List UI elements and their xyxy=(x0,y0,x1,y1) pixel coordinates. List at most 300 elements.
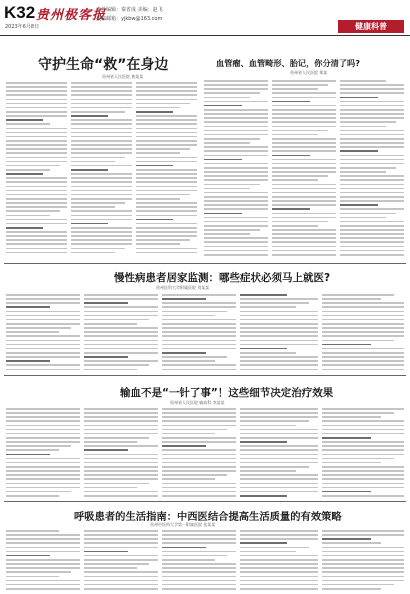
text-line xyxy=(340,217,386,219)
text-line xyxy=(322,551,404,553)
text-line xyxy=(240,433,318,435)
text-line xyxy=(71,227,132,229)
text-line xyxy=(84,454,158,456)
text-line xyxy=(340,192,404,194)
text-line xyxy=(204,179,268,181)
text-line xyxy=(340,88,404,90)
text-line xyxy=(6,115,67,117)
text-line xyxy=(340,155,404,157)
article-column xyxy=(272,80,336,260)
text-line xyxy=(340,159,404,161)
text-line xyxy=(240,408,318,410)
text-line xyxy=(240,302,309,304)
text-line xyxy=(84,441,137,443)
text-line xyxy=(162,454,236,456)
text-line xyxy=(272,221,328,223)
text-line xyxy=(6,239,67,241)
text-line xyxy=(204,142,250,144)
text-line xyxy=(6,315,80,317)
text-line xyxy=(6,340,80,342)
text-line xyxy=(6,344,80,346)
text-line xyxy=(322,319,404,321)
article-headline: 输血不是“一针了事”！这些细节决定治疗效果 xyxy=(120,387,334,399)
text-line xyxy=(204,213,242,215)
text-line xyxy=(204,167,268,169)
text-line xyxy=(84,551,128,553)
text-line xyxy=(84,445,158,447)
text-line xyxy=(136,231,197,233)
text-line xyxy=(6,542,80,544)
text-line xyxy=(340,109,404,111)
text-line xyxy=(272,80,336,82)
text-line xyxy=(71,107,132,109)
text-line xyxy=(136,107,180,109)
text-line xyxy=(136,206,197,208)
text-line xyxy=(272,88,318,90)
text-line xyxy=(240,555,318,557)
text-line xyxy=(272,150,336,152)
text-line xyxy=(162,445,206,447)
text-line xyxy=(71,169,108,171)
text-line xyxy=(6,243,67,245)
text-line xyxy=(204,101,268,103)
section-divider xyxy=(4,375,406,376)
text-line xyxy=(71,177,132,179)
text-line xyxy=(6,425,80,427)
text-line xyxy=(322,559,404,561)
text-line xyxy=(162,559,215,561)
text-line xyxy=(162,588,236,590)
text-line xyxy=(272,142,336,144)
text-line xyxy=(162,555,227,557)
text-line xyxy=(322,588,381,590)
text-line xyxy=(162,495,236,497)
text-line xyxy=(136,115,197,117)
text-line xyxy=(6,144,67,146)
text-line xyxy=(322,302,404,304)
text-line xyxy=(340,126,386,128)
text-line xyxy=(340,213,396,215)
text-line xyxy=(162,364,236,366)
page-date: 2023年6月8日 xyxy=(5,24,40,30)
text-line xyxy=(340,196,404,198)
text-line xyxy=(322,315,404,317)
text-line xyxy=(84,360,158,362)
text-line xyxy=(84,302,128,304)
text-line xyxy=(84,466,158,468)
text-line xyxy=(71,161,115,163)
text-line xyxy=(162,458,236,460)
text-line xyxy=(162,429,227,431)
text-line xyxy=(136,144,197,146)
text-line xyxy=(272,208,310,210)
text-line xyxy=(322,454,404,456)
text-line xyxy=(240,454,318,456)
text-line xyxy=(136,103,190,105)
text-line xyxy=(272,146,336,148)
text-line xyxy=(322,420,404,422)
text-line xyxy=(240,542,287,544)
text-line xyxy=(240,412,318,414)
text-line xyxy=(6,555,50,557)
text-line xyxy=(6,441,80,443)
text-line xyxy=(71,194,132,196)
text-line xyxy=(272,171,336,173)
text-line xyxy=(322,433,404,435)
text-line xyxy=(340,150,378,152)
text-line xyxy=(6,474,80,476)
text-line xyxy=(322,344,371,346)
text-line xyxy=(162,437,236,439)
text-line xyxy=(162,580,236,582)
text-line xyxy=(162,433,215,435)
text-line xyxy=(272,237,336,239)
text-line xyxy=(240,360,318,362)
text-line xyxy=(240,474,318,476)
text-line xyxy=(84,429,158,431)
text-line xyxy=(322,530,404,532)
text-line xyxy=(162,352,206,354)
text-line xyxy=(240,340,318,342)
newspaper-name: 贵州极客报 xyxy=(36,8,107,23)
text-line xyxy=(84,294,158,296)
article-column xyxy=(340,80,404,260)
text-line xyxy=(71,86,132,88)
text-line xyxy=(272,97,336,99)
text-line xyxy=(204,155,268,157)
text-line xyxy=(6,331,59,333)
text-line xyxy=(84,412,158,414)
text-line xyxy=(6,294,80,296)
text-line xyxy=(204,109,268,111)
text-line xyxy=(136,90,197,92)
text-line xyxy=(6,311,80,313)
text-line xyxy=(136,198,180,200)
text-line xyxy=(6,571,71,573)
text-line xyxy=(322,534,404,536)
text-line xyxy=(204,175,268,177)
text-line xyxy=(162,474,227,476)
text-line xyxy=(322,449,404,451)
text-line xyxy=(322,429,404,431)
text-line xyxy=(84,420,158,422)
text-line xyxy=(322,483,404,485)
text-line xyxy=(136,227,197,229)
text-line xyxy=(204,241,268,243)
text-line xyxy=(162,425,236,427)
text-line xyxy=(6,429,80,431)
text-line xyxy=(71,99,132,101)
text-line xyxy=(322,567,404,569)
text-line xyxy=(240,315,318,317)
text-line xyxy=(272,192,336,194)
text-line xyxy=(6,140,67,142)
text-line xyxy=(136,186,197,188)
text-line xyxy=(162,487,236,489)
text-line xyxy=(322,352,404,354)
text-line xyxy=(136,177,197,179)
text-line xyxy=(272,175,328,177)
text-line xyxy=(84,449,128,451)
text-line xyxy=(136,111,173,113)
text-line xyxy=(340,208,404,210)
text-line xyxy=(204,208,268,210)
text-line xyxy=(6,319,80,321)
text-line xyxy=(322,348,404,350)
text-line xyxy=(322,360,404,362)
text-line xyxy=(6,534,80,536)
text-line xyxy=(340,200,404,202)
text-line xyxy=(204,121,268,123)
text-line xyxy=(84,323,137,325)
text-line xyxy=(136,157,197,159)
text-line xyxy=(322,474,404,476)
text-line xyxy=(240,425,296,427)
text-line xyxy=(204,233,250,235)
text-line xyxy=(272,121,336,123)
text-line xyxy=(84,433,158,435)
text-line xyxy=(162,441,236,443)
text-line xyxy=(162,356,227,358)
text-line xyxy=(272,138,336,140)
text-line xyxy=(84,559,158,561)
text-line xyxy=(162,348,236,350)
text-line xyxy=(340,146,404,148)
text-line xyxy=(272,126,336,128)
text-line xyxy=(240,530,318,532)
text-line xyxy=(162,360,215,362)
text-line xyxy=(322,584,394,586)
article-column xyxy=(240,294,318,372)
text-line xyxy=(272,200,336,202)
text-line xyxy=(340,233,404,235)
text-line xyxy=(6,94,67,96)
header-rule xyxy=(0,35,410,36)
text-line xyxy=(322,356,404,358)
text-line xyxy=(6,454,50,456)
text-line xyxy=(322,340,394,342)
text-line xyxy=(322,294,394,296)
text-line xyxy=(240,547,309,549)
text-line xyxy=(240,487,318,489)
text-line xyxy=(6,86,67,88)
text-line xyxy=(136,239,190,241)
text-line xyxy=(204,84,268,86)
text-line xyxy=(240,327,318,329)
text-line xyxy=(162,466,236,468)
text-line xyxy=(272,179,318,181)
text-line xyxy=(340,101,404,103)
text-line xyxy=(71,190,132,192)
text-line xyxy=(322,470,404,472)
text-line xyxy=(6,194,67,196)
section-divider xyxy=(4,501,406,502)
text-line xyxy=(162,567,236,569)
text-line xyxy=(204,246,268,248)
text-line xyxy=(6,408,80,410)
text-line xyxy=(204,171,268,173)
text-line xyxy=(6,173,43,175)
text-line xyxy=(204,225,268,227)
text-line xyxy=(204,105,242,107)
text-line xyxy=(322,487,404,489)
article-column xyxy=(322,408,404,498)
text-line xyxy=(6,433,80,435)
text-line xyxy=(6,123,50,125)
text-line xyxy=(71,210,132,212)
text-line xyxy=(6,215,50,217)
text-line xyxy=(136,148,190,150)
text-line xyxy=(84,348,158,350)
text-line xyxy=(162,294,236,296)
text-line xyxy=(272,163,336,165)
text-line xyxy=(136,152,180,154)
text-line xyxy=(240,364,318,366)
text-line xyxy=(84,340,158,342)
article-byline: 贵州医科大学附属医院 刘某某 xyxy=(156,285,210,290)
text-line xyxy=(6,547,80,549)
text-line xyxy=(240,462,318,464)
text-line xyxy=(84,584,158,586)
text-line xyxy=(272,113,336,115)
text-line xyxy=(6,588,80,590)
text-line xyxy=(322,425,404,427)
text-line xyxy=(71,248,125,250)
text-line xyxy=(162,408,236,410)
text-line xyxy=(71,144,132,146)
text-line xyxy=(84,458,158,460)
text-line xyxy=(322,580,404,582)
text-line xyxy=(6,136,67,138)
article-column xyxy=(162,408,236,498)
text-line xyxy=(162,470,236,472)
text-line xyxy=(240,294,287,296)
text-line xyxy=(71,103,132,105)
text-line xyxy=(84,563,149,565)
text-line xyxy=(84,576,158,578)
text-line xyxy=(240,483,318,485)
text-line xyxy=(162,576,236,578)
text-line xyxy=(204,163,268,165)
text-line xyxy=(6,186,67,188)
text-line xyxy=(6,111,67,113)
text-line xyxy=(240,356,318,358)
text-line xyxy=(322,437,371,439)
text-line xyxy=(240,458,318,460)
text-line xyxy=(204,88,268,90)
text-line xyxy=(204,134,268,136)
text-line xyxy=(84,298,158,300)
text-line xyxy=(136,132,197,134)
text-line xyxy=(340,250,404,252)
text-line xyxy=(71,115,108,117)
text-line xyxy=(6,491,71,493)
text-line xyxy=(240,306,296,308)
text-line xyxy=(162,563,236,565)
text-line xyxy=(6,148,67,150)
text-line xyxy=(71,215,132,217)
text-line xyxy=(240,352,296,354)
text-line xyxy=(322,538,371,540)
text-line xyxy=(71,235,132,237)
article-byline: 贵州中医药大学第一附属医院 张某某 xyxy=(150,522,216,527)
text-line xyxy=(71,239,132,241)
text-line xyxy=(240,420,309,422)
text-line xyxy=(71,148,132,150)
text-line xyxy=(272,105,336,107)
text-line xyxy=(136,136,197,138)
text-line xyxy=(340,171,386,173)
text-line xyxy=(6,563,80,565)
article-byline: 贵州省人民医院 输血科 李某某 xyxy=(170,400,225,405)
text-line xyxy=(136,194,190,196)
text-line xyxy=(6,470,80,472)
text-line xyxy=(6,462,80,464)
text-line xyxy=(340,204,378,206)
text-line xyxy=(6,584,80,586)
text-line xyxy=(322,576,404,578)
text-line xyxy=(240,495,287,497)
text-line xyxy=(71,181,132,183)
text-line xyxy=(6,210,60,212)
text-line xyxy=(84,425,158,427)
text-line xyxy=(204,117,268,119)
article-column xyxy=(84,408,158,498)
text-line xyxy=(162,551,236,553)
text-line xyxy=(71,140,132,142)
article-column xyxy=(6,82,67,260)
text-line xyxy=(162,315,215,317)
text-line xyxy=(136,82,197,84)
text-line xyxy=(6,449,59,451)
text-line xyxy=(6,466,80,468)
text-line xyxy=(240,534,318,536)
text-line xyxy=(6,82,67,84)
text-line xyxy=(6,323,80,325)
text-line xyxy=(84,567,137,569)
text-line xyxy=(6,206,67,208)
text-line xyxy=(6,360,50,362)
text-line xyxy=(71,90,132,92)
article-byline: 贵州省人民医院 郑某 xyxy=(290,70,328,75)
text-line xyxy=(204,150,268,152)
text-line xyxy=(272,229,336,231)
text-line xyxy=(6,306,50,308)
text-line xyxy=(322,466,404,468)
text-line xyxy=(204,204,268,206)
text-line xyxy=(240,559,318,561)
text-line xyxy=(322,331,404,333)
text-line xyxy=(204,188,250,190)
text-line xyxy=(322,327,404,329)
text-line xyxy=(6,169,50,171)
text-line xyxy=(84,538,158,540)
text-line xyxy=(162,491,236,493)
text-line xyxy=(340,138,404,140)
text-line xyxy=(162,327,236,329)
text-line xyxy=(6,478,80,480)
text-line xyxy=(240,319,318,321)
text-line xyxy=(340,229,404,231)
text-line xyxy=(84,311,158,313)
editor-line: 责任编辑：秦省成 美编：赵飞 xyxy=(96,7,163,13)
text-line xyxy=(162,571,236,573)
text-line xyxy=(6,302,80,304)
text-line xyxy=(6,119,43,121)
text-line xyxy=(136,223,197,225)
article-byline: 贵州省人民医院 黄某某 xyxy=(102,74,144,79)
text-line xyxy=(136,140,197,142)
